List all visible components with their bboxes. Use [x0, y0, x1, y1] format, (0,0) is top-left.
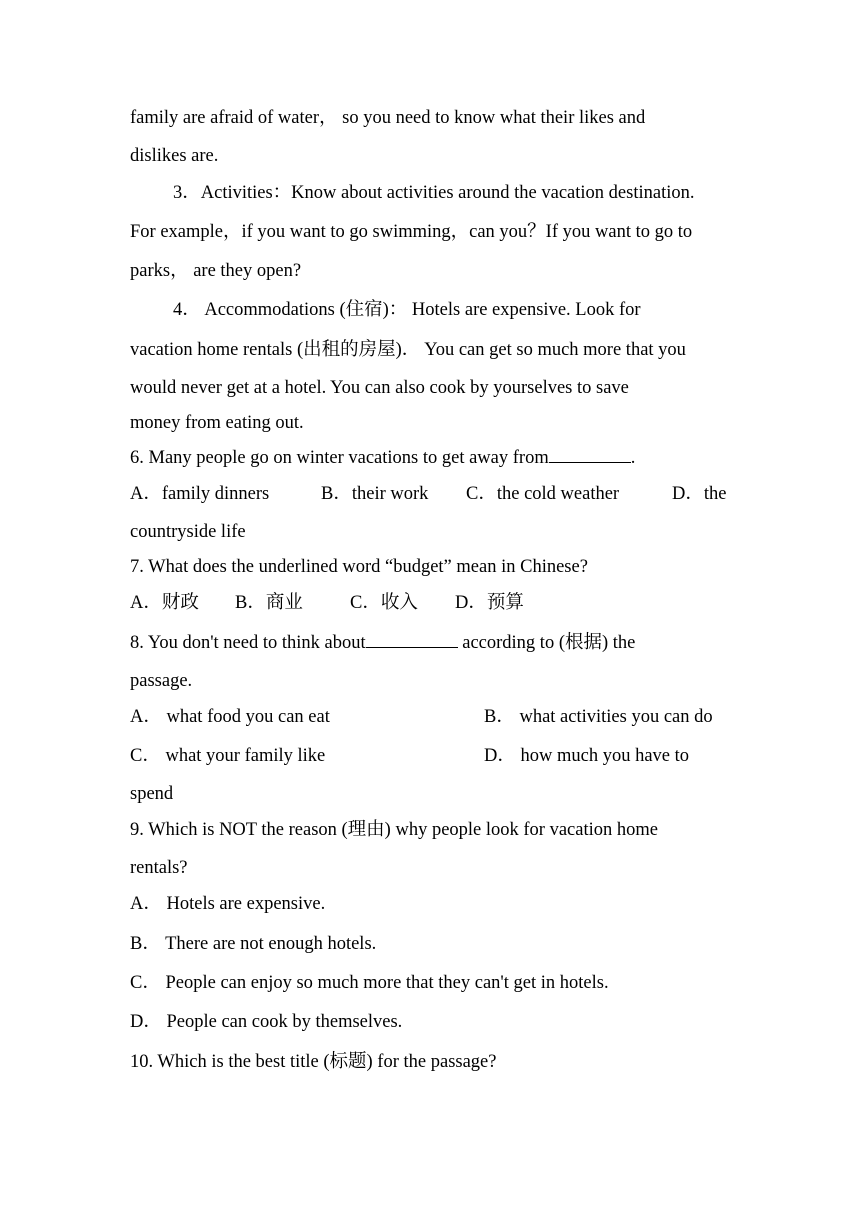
passage-text: dislikes are.	[130, 146, 219, 166]
question-6-option-c: C．the cold weather	[466, 484, 620, 504]
passage-line	[130, 144, 218, 168]
passage-text: money from eating out.	[130, 413, 304, 433]
question-7-stem: 7. What does the underlined word “budget” mean in Chinese?	[130, 557, 588, 577]
passage-text: 4． Accommodations (住宿)： Hotels are expensive. Look for	[173, 300, 641, 320]
passage-line	[173, 298, 641, 322]
question-8-option-c: C． what your family like	[130, 746, 326, 766]
passage-line	[173, 181, 694, 205]
question-9-option-c: C． People can enjoy so much more that they can't get in hotels.	[130, 973, 609, 993]
answer-blank	[366, 631, 458, 648]
passage-line	[130, 106, 730, 130]
question-6-option-d-cont: countryside life	[130, 522, 246, 542]
question-6-option-d: D．the	[672, 484, 727, 504]
question-6-option-b: B．their work	[321, 484, 429, 504]
question-8-option-d-cont: spend	[130, 784, 174, 804]
question-7-option-b: B．商业	[235, 593, 303, 613]
passage-text: 3．Activities：Know about activities around the vacation destination.	[173, 183, 695, 203]
question-9-option-a: A． Hotels are expensive.	[130, 894, 326, 914]
question-10-stem: 10. Which is the best title (标题) for the passage?	[130, 1052, 497, 1072]
question-8-stem-cont: passage.	[130, 671, 193, 691]
question-9-option-b: B． There are not enough hotels.	[130, 934, 377, 954]
answer-blank	[549, 446, 631, 463]
passage-text: For example，if you want to go swimming，can you？If you want to go to	[130, 222, 693, 242]
question-9-option-d: D． People can cook by themselves.	[130, 1012, 403, 1032]
passage-text: parks， are they open?	[130, 261, 302, 281]
question-8-option-d: D． how much you have to	[484, 746, 690, 766]
passage-line	[130, 411, 304, 435]
question-7-option-d: D．预算	[455, 593, 524, 613]
passage-text: family are afraid of water， so you need to know what their likes and	[130, 108, 646, 128]
passage-text: vacation home rentals (出租的房屋)． You can get so much more that you	[130, 340, 686, 360]
passage-line	[130, 259, 301, 283]
question-8-option-b: B． what activities you can do	[484, 707, 713, 727]
question-9-stem: 9. Which is NOT the reason (理由) why people look for vacation home	[130, 820, 658, 840]
passage-text: would never get at a hotel. You can also cook by yourselves to save	[130, 378, 629, 398]
question-6-stem: 6. Many people go on winter vacations to get away from .	[130, 448, 636, 468]
question-9-stem-cont: rentals?	[130, 858, 188, 878]
passage-line	[130, 376, 629, 400]
question-6-option-a: A．family dinners	[130, 484, 270, 504]
question-8-option-a: A． what food you can eat	[130, 707, 330, 727]
question-8-stem: 8. You don't need to think about according to (根据) the	[130, 633, 636, 653]
question-7-option-a: A．财政	[130, 593, 199, 613]
passage-line	[130, 220, 692, 244]
question-7-option-c: C．收入	[350, 593, 418, 613]
passage-line	[130, 338, 686, 362]
